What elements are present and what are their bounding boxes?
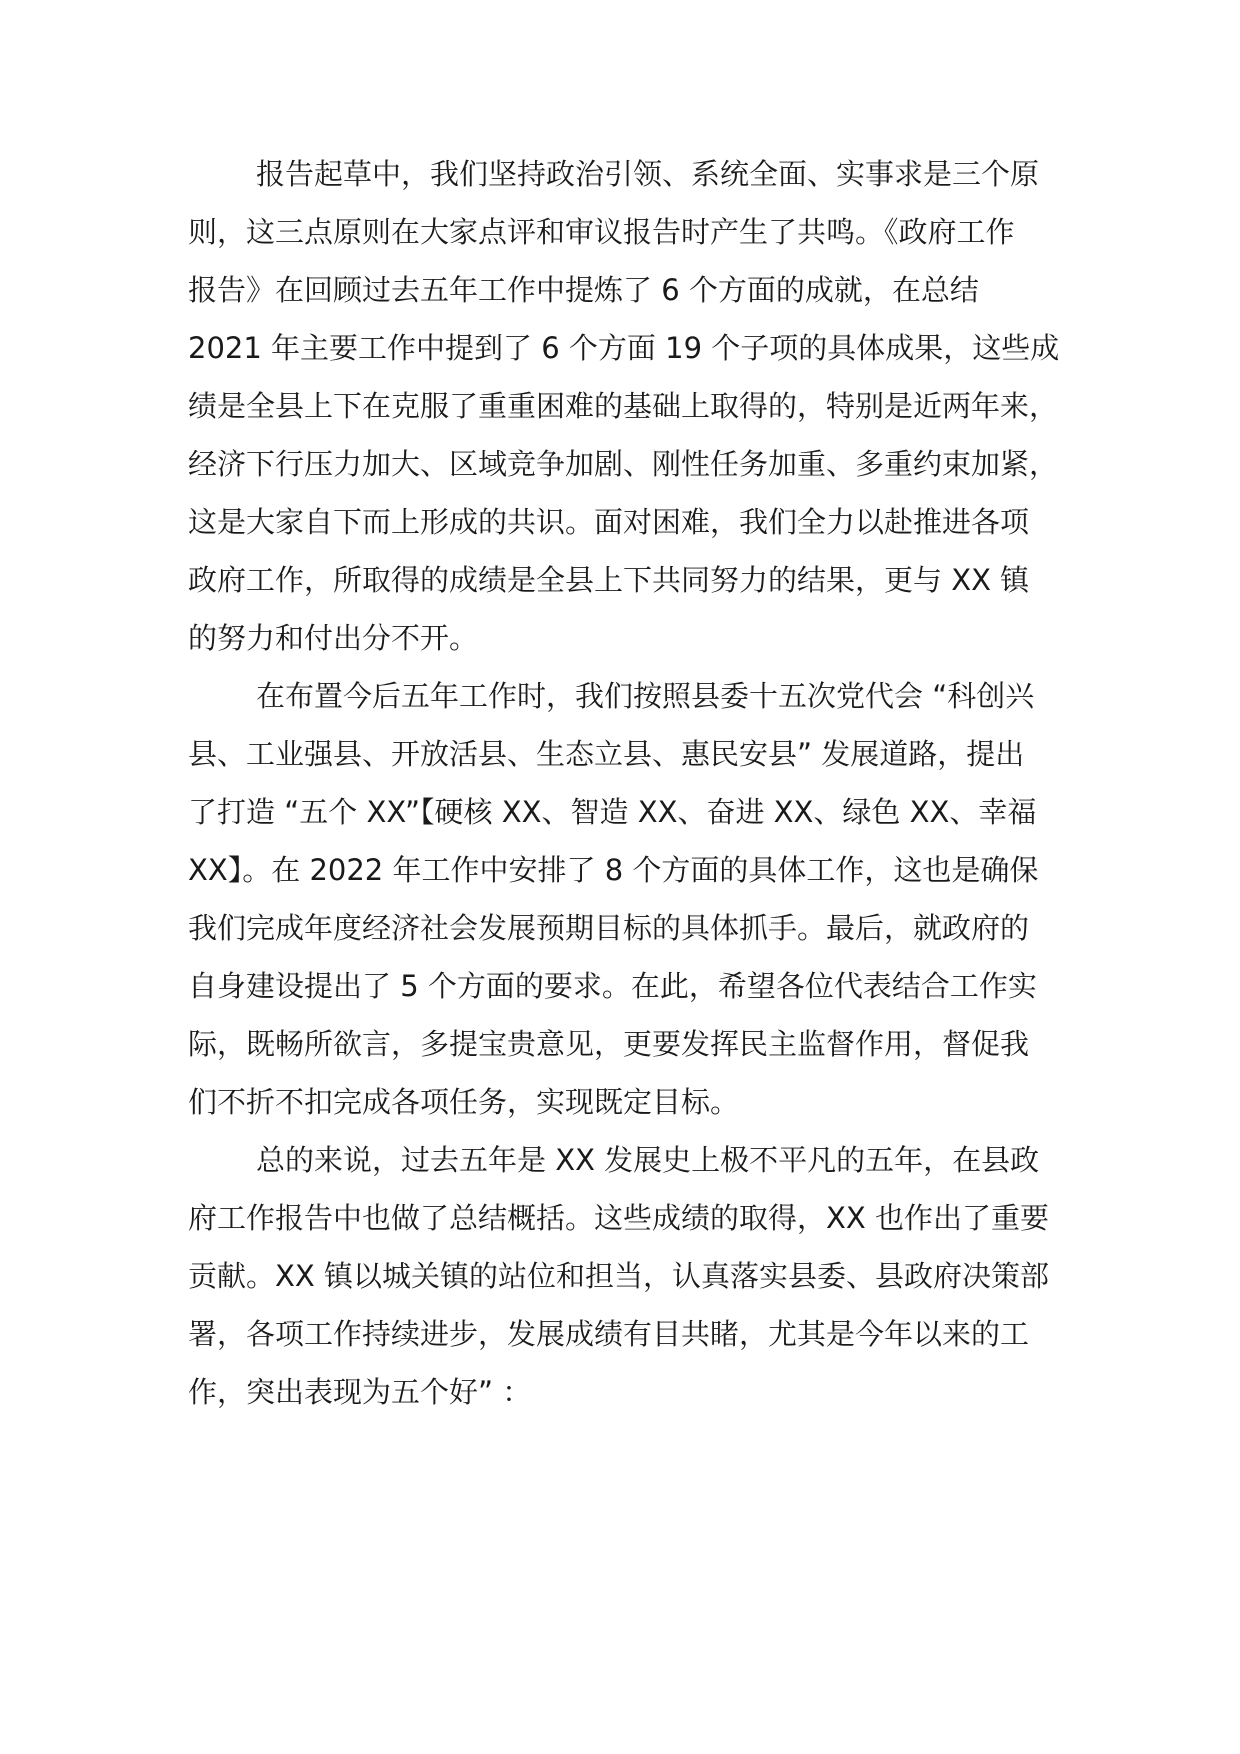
paragraph-line: 这是大家自下而上形成的共识。面对困难，我们全力以赴推进各项: [188, 505, 1030, 539]
paragraph-line: 了打造 “五个 XX”【硬核 XX、智造 XX、奋进 XX、绿色 XX、幸福: [188, 795, 1037, 829]
paragraph-line: 则，这三点原则在大家点评和审议报告时产生了共鸣。《政府工作: [188, 215, 1015, 249]
paragraph-line: XX】。在 2022 年工作中安排了 8 个方面的具体工作，这也是确保: [188, 853, 1039, 887]
paragraph-line: 我们完成年度经济社会发展预期目标的具体抓手。最后，就政府的: [188, 911, 1030, 945]
paragraph-line: 府工作报告中也做了总结概括。这些成绩的取得，XX 也作出了重要: [188, 1201, 1049, 1235]
paragraph-line: 县、工业强县、开放活县、生态立县、惠民安县” 发展道路，提出: [188, 737, 1025, 771]
paragraph-line: 经济下行压力加大、区域竞争加剧、刚性任务加重、多重约束加紧，: [188, 447, 1059, 481]
paragraph-line: 际，既畅所欲言，多提宝贵意见，更要发挥民主监督作用，督促我: [188, 1027, 1030, 1061]
paragraph-line: 报告》在回顾过去五年工作中提炼了 6 个方面的成就，在总结: [188, 273, 979, 307]
paragraph-line: 总的来说，过去五年是 XX 发展史上极不平凡的五年，在县政: [256, 1143, 1040, 1177]
paragraph-line: 报告起草中，我们坚持政治引领、系统全面、实事求是三个原: [256, 157, 1040, 191]
paragraph-line: 政府工作，所取得的成绩是全县上下共同努力的结果，更与 XX 镇: [188, 563, 1030, 597]
paragraph-line: 署，各项工作持续进步，发展成绩有目共睹，尤其是今年以来的工: [188, 1317, 1030, 1351]
paragraph-line: 2021 年主要工作中提到了 6 个方面 19 个子项的具体成果，这些成: [188, 331, 1060, 365]
paragraph-line: 自身建设提出了 5 个方面的要求。在此，希望各位代表结合工作实: [188, 969, 1037, 1003]
paragraph-line: 贡献。XX 镇以城关镇的站位和担当，认真落实县委、县政府决策部: [188, 1259, 1049, 1293]
paragraph-line: 在布置今后五年工作时，我们按照县委十五次党代会 “科创兴: [256, 679, 1035, 713]
paragraph-line: 绩是全县上下在克服了重重困难的基础上取得的，特别是近两年来，: [188, 389, 1059, 423]
paragraph-line: 的努力和付出分不开。: [188, 621, 479, 655]
paragraph-line: 们不折不扣完成各项任务，实现既定目标。: [188, 1085, 740, 1119]
paragraph-line: 作，突出表现为五个好” ：: [188, 1375, 532, 1409]
